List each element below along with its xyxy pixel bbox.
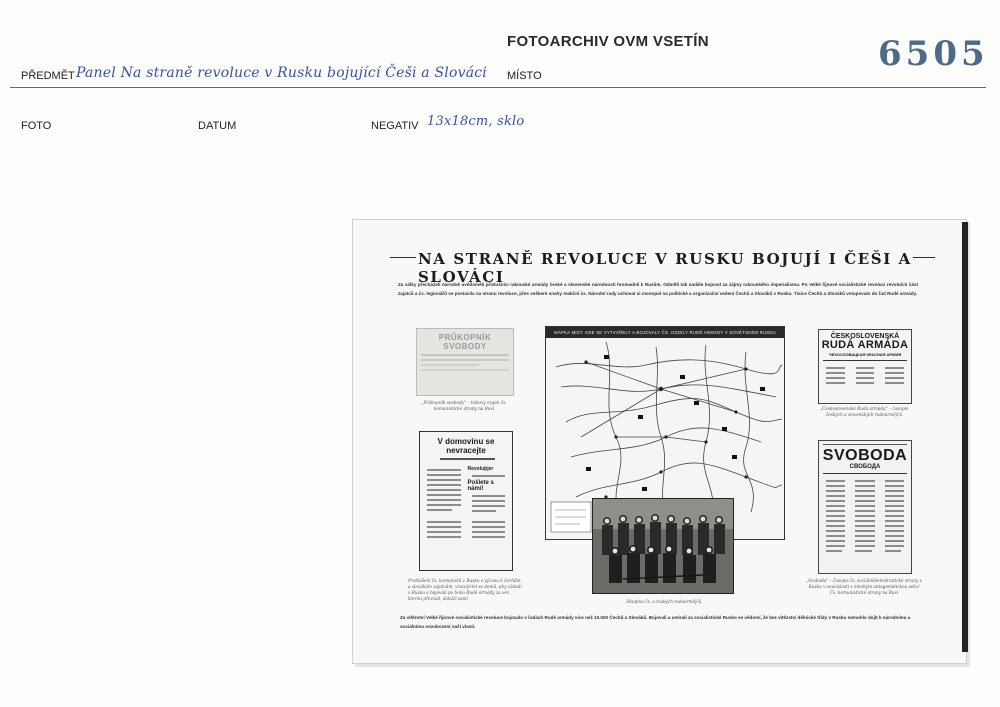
clipping-leaflet-caption: Prohlášení čs. komunistů v Rusku s výzvou k čechům a slovákům zajatcům, vracejícím se domů, aby zůstali v Rusku a bojovali po boku Rudé armády za věc, kterou převzali, dokáží sami <box>408 578 522 601</box>
subject-label: PŘEDMĚT <box>21 70 75 82</box>
panel-title: NA STRANĚ REVOLUCE V RUSKU BOJUJÍ I ČEŠI A SLOVÁCI <box>418 250 912 286</box>
clipping-svoboda-caption: „Svoboda" – časopis čs. sociálnědemokratické strany v Rusku v souvislosti s mnohým antagonistickou sekcí Čs. komunistické strany na Rusi <box>806 578 923 595</box>
clipping-leaflet <box>419 431 513 571</box>
map-title: MAPKA MÍST, KDE SE VYTVÁŘELY A BOJOVALY ČS. ODDÍLY RUDÉ ARMÁDY V SOVĚTSKÉM RUSKU <box>546 327 784 338</box>
archive-number: 6505 <box>878 34 989 74</box>
group-photo-caption: Skupina čs. a ruských rudoarmějců <box>626 599 702 604</box>
clipping-subhead-2: Pošlete s námi! <box>467 480 494 492</box>
clipping-svoboda-masthead: SVOBODA <box>822 447 908 464</box>
panel-closing-text: Za vítězství Velké říjnové socialistické revoluce bojovalo v řadách Rudé armády více než 10.000 Čechů a Slováků. Bojovali a umírali za socialistické Rusko ve vědomí, že bez vítězství dělnické třídy v Rusku nemohlo dojít k národnímu a sociálnímu osvobození naší vlasti. <box>400 615 911 629</box>
header-divider <box>10 87 986 88</box>
group-soldiers-illustration <box>593 499 733 593</box>
subject-value: Panel Na straně revoluce v Rusku bojující Češi a Slováci <box>76 65 487 81</box>
clipping-svoboda <box>818 440 912 574</box>
date-label: DATUM <box>198 120 237 132</box>
clipping-prukopnik-svobody <box>416 328 514 396</box>
archive-title: FOTOARCHIV OVM VSETÍN <box>507 33 709 50</box>
negative-label: NEGATIV <box>371 120 419 132</box>
clipping-headline: V domovinu se nevracejte <box>437 437 495 455</box>
clipping-ruda-armada <box>818 329 912 404</box>
place-label: MÍSTO <box>507 70 542 82</box>
panel-intro-text: Za války přecházeli národně uvědomělí příslušníci rakouské armády české a slovenské národnosti hromadně k Rusům. Odmítli tak nadále bojovat za zájmy rakouského imperialismu. Po Velké říjnové socialistické revoluci revoluční část zajatců a čs. legionářů se postavila na stranu revoluce, přes veškeré snahy reakční čs. Národní rady uchovat si monopol na politické a organizační vedení Čechů a Slováků v Rusku. Tisíce Čechů a Slováků vstupovalo do řad Rudé armády. <box>398 282 918 296</box>
clipping-ruda-armada-caption: „Československá Rudá armáda" – časopis českých a slovenských rudoarmějců <box>820 406 908 417</box>
title-rule-left <box>390 257 416 258</box>
clipping-caption: „Průkopník svobody" – tiskový orgán čs. komunistické strany na Rusi <box>421 400 507 411</box>
clipping-masthead-3: ЧЕХОСЛОВАЦКАЯ КРАСНАЯ АРМИЯ <box>828 352 902 357</box>
panel-edge-shadow <box>962 222 968 652</box>
clipping-masthead-2: RUDÁ ARMÁDA <box>821 339 909 351</box>
clipping-masthead: PRŮKOPNÍK SVOBODY <box>438 333 492 351</box>
clipping-masthead-1: ČESKOSLOVENSKÁ <box>830 333 900 340</box>
clipping-subhead: Revoluþjer <box>467 466 494 472</box>
title-rule-right <box>913 257 935 258</box>
photo-label: FOTO <box>21 120 52 132</box>
negative-value: 13x18cm, sklo <box>427 114 525 129</box>
clipping-svoboda-sub: СВОБОДА <box>849 464 881 470</box>
group-photograph <box>592 498 734 594</box>
